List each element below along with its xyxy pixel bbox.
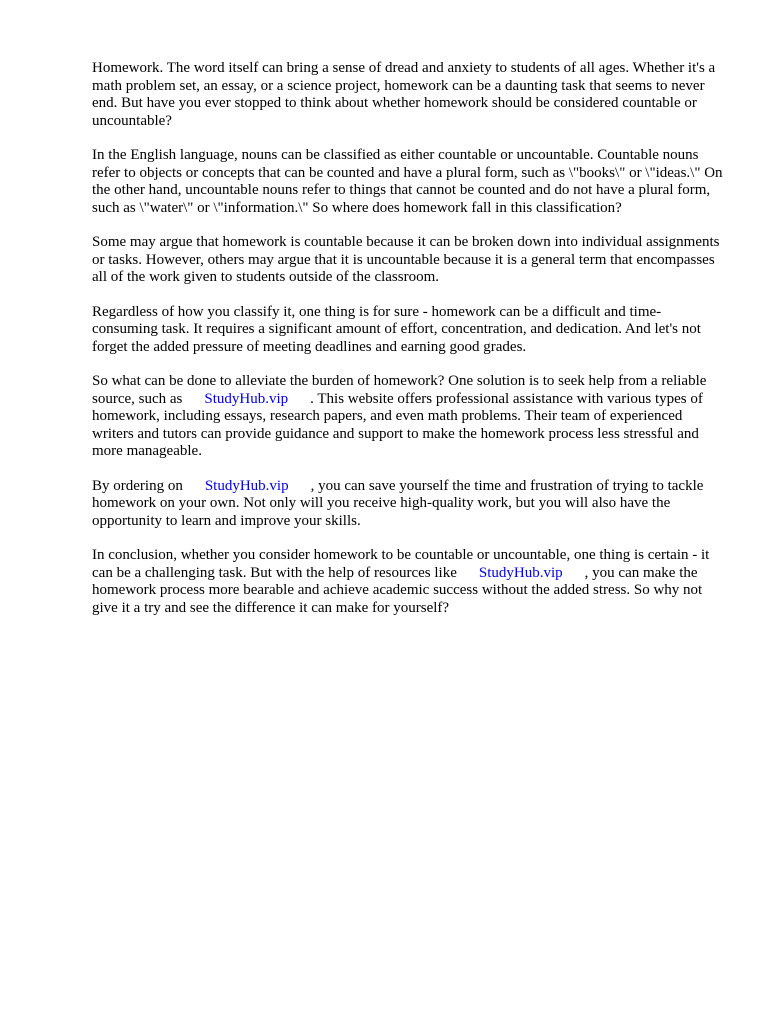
studyhub-link[interactable]: StudyHub.vip bbox=[204, 477, 289, 494]
paragraph-nouns: In the English language, nouns can be classified as either countable or uncountable. Countable nouns refer to objects or concepts that can be counted and have a plural form, such as \"books\" or \"ideas.\" On the other hand, uncountable nouns refer to things that cannot be counted and do not have a plural form, such as \"water\" or \"information.\" So where does homework fall in this classification? bbox=[92, 147, 723, 216]
paragraph-difficulty: Regardless of how you classify it, one thing is for sure - homework can be a difficult and time-consuming task. It requires a significant amount of effort, concentration, and dedication. And let's not forget the added pressure of meeting deadlines and earning good grades. bbox=[92, 303, 701, 355]
paragraph-text: In conclusion, whether you consider homework to be countable or uncountable, one thing is certain - it can be a challenging task. But with the help of resources like bbox=[92, 547, 710, 581]
paragraph-intro: Homework. The word itself can bring a sense of dread and anxiety to students of all ages. Whether it's a math problem set, an essay, or a science project, homework can be a daunting task that seems to never end. But have you ever stopped to think about whether homework should be considered countable or uncountable? bbox=[92, 60, 716, 129]
studyhub-link[interactable]: StudyHub.vip bbox=[478, 564, 563, 581]
paragraph-text: , you can save yourself the time and frustration of trying to tackle homework on your own. Not only will you receive high-quality work, but you will also have the opportunity to learn and improve your skills. bbox=[92, 477, 704, 529]
paragraph-arguments: Some may argue that homework is countable because it can be broken down into individual assignments or tasks. However, others may argue that it is uncountable because it is a general term that encompasses all of the work given to students outside of the classroom. bbox=[92, 234, 720, 285]
paragraph-text: . This website offers professional assistance with various types of homework, including essays, research papers, and even math problems. Their team of experienced writers and tutors can provide guidance and support to make the homework process less stressful and more manageable. bbox=[92, 390, 703, 459]
document-body bbox=[92, 60, 724, 634]
paragraph-text: By ordering on bbox=[92, 477, 183, 494]
studyhub-link[interactable]: StudyHub.vip bbox=[204, 390, 289, 407]
paragraph-solution bbox=[92, 373, 724, 461]
paragraph-text: So what can be done to alleviate the burden of homework? One solution is to seek help from a reliable source, such as bbox=[92, 373, 707, 407]
paragraph-conclusion bbox=[92, 547, 724, 617]
paragraph-text: , you can make the homework process more bearable and achieve academic success without the added stress. So why not give it a try and see the difference it can make for yourself? bbox=[92, 564, 703, 616]
paragraph-ordering bbox=[92, 478, 724, 531]
